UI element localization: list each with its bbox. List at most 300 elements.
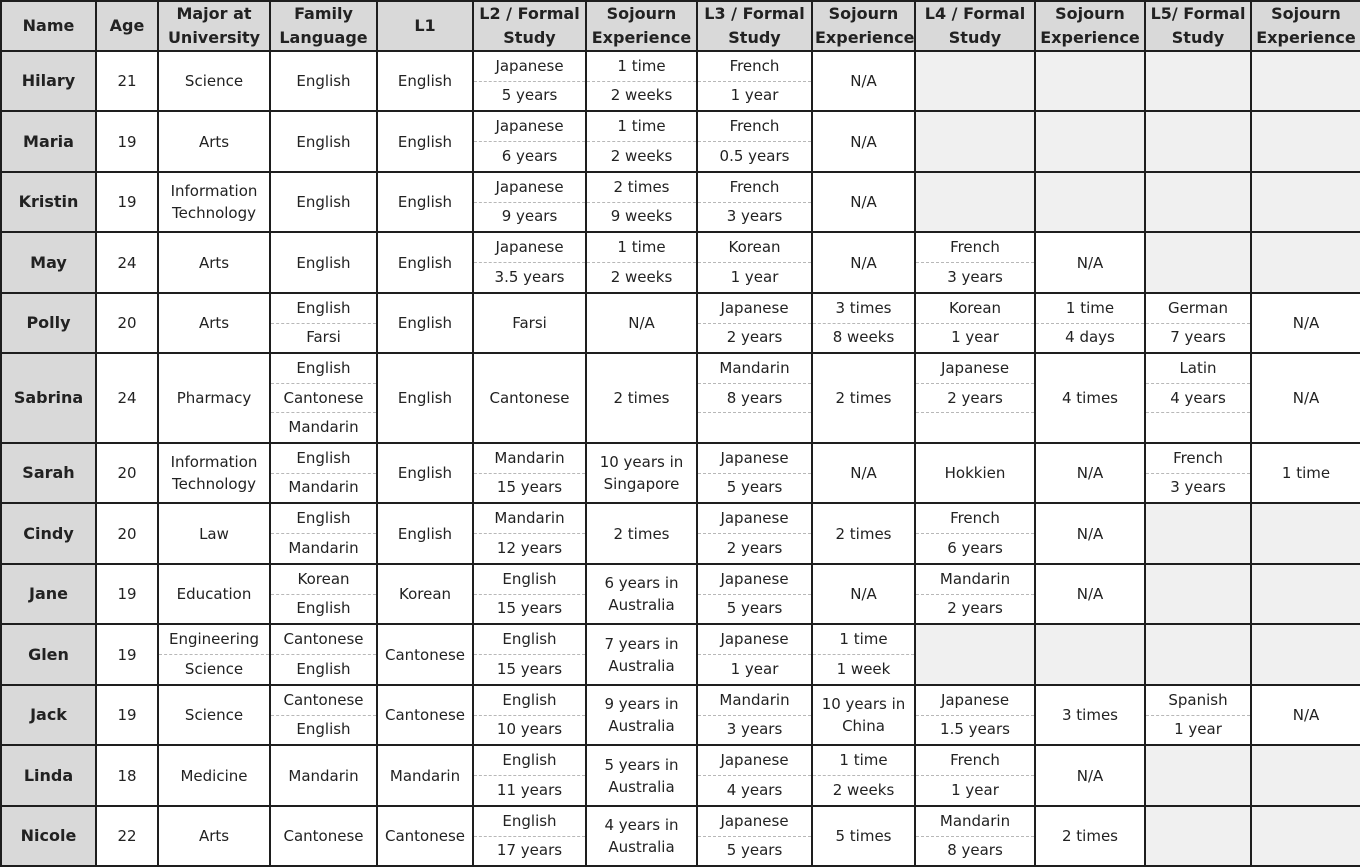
cell-l4-sojourn [1035, 624, 1145, 685]
table-row [1, 624, 1360, 685]
cell-family-language [270, 806, 377, 866]
cell-text: 2 times [613, 389, 670, 407]
cell-l2-sojourn [586, 293, 697, 353]
cell-text: 10 years in China [821, 695, 906, 735]
cell-l3-formal-study [697, 293, 812, 353]
cell-text: Pharmacy [176, 389, 252, 407]
cell-age [96, 232, 158, 293]
header-l3-sojourn: Sojourn Experience [812, 1, 915, 51]
header-age: Age [96, 1, 158, 51]
cell-text: N/A [850, 72, 877, 90]
cell-l5-sojourn [1251, 745, 1360, 806]
cell-l4-formal-study [915, 745, 1035, 806]
cell-l2-formal-study [473, 172, 586, 232]
cell-l3-formal-study [697, 51, 812, 111]
table-row [1, 172, 1360, 232]
cell-l5-sojourn [1251, 624, 1360, 685]
cell-line: 5 years [698, 594, 811, 624]
cell-l1 [377, 172, 473, 232]
header-l3-formal-study: L3 / Formal Study [697, 1, 812, 51]
cell-text: English [397, 193, 453, 211]
cell-major [158, 503, 270, 564]
cell-line: 1 year [698, 654, 811, 684]
cell-text: 18 [117, 766, 137, 785]
cell-l4-formal-study [915, 564, 1035, 624]
cell-line: Cantonese [283, 690, 364, 709]
cell-line: Japanese [495, 117, 564, 135]
cell-l4-sojourn [1035, 806, 1145, 866]
cell-l3-formal-study [697, 111, 812, 172]
header-l5-sojourn: Sojourn Experience [1251, 1, 1360, 51]
cell-text: Cantonese [283, 827, 364, 845]
cell-l3-sojourn [812, 443, 915, 503]
cell-l5-formal-study [1145, 685, 1251, 745]
cell-text: Education [176, 585, 252, 603]
cell-l4-sojourn [1035, 564, 1145, 624]
cell-name [1, 503, 96, 564]
cell-text: N/A [1076, 585, 1104, 603]
cell-major [158, 232, 270, 293]
cell-line: 3.5 years [474, 262, 585, 292]
cell-line: 3 years [698, 202, 811, 232]
table-row [1, 111, 1360, 172]
cell-major [158, 111, 270, 172]
cell-age [96, 806, 158, 866]
cell-line: 15 years [474, 594, 585, 624]
cell-line: Cantonese [271, 383, 376, 413]
cell-line: English [502, 630, 557, 648]
cell-text: 5 times [835, 827, 892, 845]
cell-text: English [397, 389, 453, 407]
cell-major [158, 685, 270, 745]
header-l1: L1 [377, 1, 473, 51]
cell-family-language [270, 232, 377, 293]
cell-line: Japanese [495, 238, 564, 256]
cell-l2-sojourn [586, 111, 697, 172]
cell-text: English [397, 132, 453, 151]
cell-line: Cantonese [283, 630, 364, 648]
cell-line: Japanese [720, 569, 789, 588]
cell-l3-sojourn [812, 293, 915, 353]
cell-text: 19 [117, 706, 137, 724]
cell-age [96, 443, 158, 503]
cell-family-language [270, 353, 377, 443]
cell-text: 2 times [613, 524, 670, 543]
cell-line: French [1173, 448, 1223, 467]
cell-text: 19 [117, 645, 137, 664]
cell-line: 1.5 years [916, 715, 1034, 745]
cell-l5-formal-study [1145, 624, 1251, 685]
header-l4-sojourn: Sojourn Experience [1035, 1, 1145, 51]
cell-age [96, 353, 158, 443]
cell-l1 [377, 806, 473, 866]
table-row [1, 51, 1360, 111]
cell-l3-formal-study [697, 353, 812, 443]
cell-line: French [950, 238, 1000, 256]
header-name: Name [1, 1, 96, 51]
cell-line: English [271, 594, 376, 624]
cell-line: 4 years [698, 775, 811, 805]
cell-line: Mandarin [271, 533, 376, 563]
cell-l3-formal-study [697, 745, 812, 806]
cell-line: 5 years [698, 473, 811, 503]
cell-line: 17 years [474, 836, 585, 866]
cell-line: Japanese [940, 690, 1010, 709]
table-row [1, 353, 1360, 443]
cell-text: 2 times [835, 389, 892, 407]
cell-l4-formal-study [915, 51, 1035, 111]
cell-line: 15 years [474, 473, 585, 503]
cell-line: Mandarin [271, 412, 376, 442]
cell-line: 1 time [839, 751, 888, 769]
cell-family-language [270, 111, 377, 172]
cell-text: 9 years in Australia [604, 695, 679, 735]
cell-text: 24 [117, 389, 137, 407]
cell-line: Japanese [495, 177, 564, 196]
cell-line: 12 years [474, 533, 585, 563]
cell-l1 [377, 232, 473, 293]
cell-text: 6 years in Australia [604, 574, 679, 614]
cell-text: Arts [198, 253, 230, 272]
cell-text: Medicine [180, 766, 248, 785]
cell-name [1, 293, 96, 353]
cell-l2-formal-study [473, 353, 586, 443]
cell-l4-sojourn [1035, 503, 1145, 564]
cell-line: Japanese [720, 298, 789, 317]
cell-line: 9 weeks [587, 202, 696, 232]
cell-text: Glen [28, 644, 69, 664]
cell-family-language [270, 293, 377, 353]
cell-age [96, 685, 158, 745]
cell-l2-formal-study [473, 503, 586, 564]
cell-l4-sojourn [1035, 353, 1145, 443]
cell-line: 8 years [916, 836, 1034, 866]
cell-family-language [270, 685, 377, 745]
cell-l2-formal-study [473, 51, 586, 111]
cell-l5-formal-study [1145, 293, 1251, 353]
cell-l2-formal-study [473, 111, 586, 172]
cell-l4-sojourn [1035, 293, 1145, 353]
cell-l3-sojourn [812, 806, 915, 866]
cell-l2-sojourn [586, 353, 697, 443]
cell-text: 7 years in Australia [604, 634, 679, 675]
cell-line: 3 years [698, 715, 811, 745]
cell-name [1, 624, 96, 685]
cell-text: 22 [117, 827, 137, 845]
cell-text: Hilary [21, 71, 76, 90]
cell-l3-sojourn [812, 111, 915, 172]
cell-l5-formal-study [1145, 232, 1251, 293]
cell-l2-formal-study [473, 806, 586, 866]
cell-name [1, 745, 96, 806]
cell-line: English [502, 569, 557, 588]
cell-text: N/A [850, 193, 877, 211]
cell-line: 2 times [613, 177, 670, 196]
cell-l3-formal-study [697, 564, 812, 624]
cell-name [1, 443, 96, 503]
cell-line: English [296, 298, 351, 317]
cell-text: 2 times [835, 524, 892, 543]
cell-text: N/A [1076, 464, 1104, 482]
cell-l2-sojourn [586, 624, 697, 685]
cell-text: N/A [1076, 253, 1104, 272]
cell-l3-sojourn [812, 51, 915, 111]
cell-l1 [377, 111, 473, 172]
cell-line: 2 weeks [587, 81, 696, 111]
cell-text: English [296, 72, 351, 90]
cell-line [916, 412, 1034, 442]
cell-line: 3 times [835, 298, 892, 317]
cell-age [96, 293, 158, 353]
cell-line: Spanish [1168, 690, 1228, 709]
cell-text: 19 [117, 585, 137, 603]
cell-text: English [397, 524, 453, 543]
cell-text: Arts [198, 314, 230, 332]
cell-line: Mandarin [494, 448, 565, 467]
cell-l1 [377, 353, 473, 443]
cell-line: French [729, 177, 780, 196]
cell-text: Cantonese [384, 706, 465, 724]
cell-text: 24 [117, 253, 137, 272]
cell-line: 1 year [916, 775, 1034, 805]
cell-line: English [296, 448, 351, 467]
cell-l2-sojourn [586, 503, 697, 564]
cell-l2-sojourn [586, 806, 697, 866]
cell-line: 6 years [916, 533, 1034, 563]
cell-l3-sojourn [812, 503, 915, 564]
cell-l3-sojourn [812, 685, 915, 745]
cell-name [1, 111, 96, 172]
cell-line: 6 years [474, 141, 585, 171]
cell-line [1146, 412, 1250, 442]
cell-line: Japanese [720, 751, 789, 769]
cell-line: Korean [728, 238, 781, 256]
cell-l3-formal-study [697, 232, 812, 293]
cell-text: Cindy [23, 523, 74, 543]
cell-text: Farsi [512, 314, 547, 332]
cell-line: Mandarin [939, 811, 1011, 830]
cell-line: German [1167, 298, 1229, 317]
cell-line: 4 years [1146, 383, 1250, 413]
cell-text: English [397, 314, 453, 332]
cell-line: Japanese [720, 448, 789, 467]
cell-text: N/A [850, 464, 877, 482]
cell-line: Mandarin [271, 473, 376, 503]
cell-text: Jane [29, 584, 68, 603]
header-l4-formal-study: L4 / Formal Study [915, 1, 1035, 51]
cell-l3-sojourn [812, 745, 915, 806]
cell-l2-sojourn [586, 443, 697, 503]
cell-l5-sojourn [1251, 503, 1360, 564]
cell-l5-formal-study [1145, 172, 1251, 232]
cell-age [96, 564, 158, 624]
cell-line: 5 years [474, 81, 585, 111]
cell-text: N/A [850, 253, 877, 272]
cell-age [96, 172, 158, 232]
cell-age [96, 51, 158, 111]
cell-l3-formal-study [697, 806, 812, 866]
cell-l4-formal-study [915, 443, 1035, 503]
cell-l5-formal-study [1145, 564, 1251, 624]
cell-l5-sojourn [1251, 51, 1360, 111]
cell-l4-formal-study [915, 806, 1035, 866]
cell-line: 15 years [474, 654, 585, 684]
cell-text: English [397, 72, 453, 90]
cell-text: Arts [198, 132, 230, 151]
cell-l4-sojourn [1035, 111, 1145, 172]
cell-major [158, 172, 270, 232]
cell-text: Linda [23, 765, 74, 785]
cell-name [1, 564, 96, 624]
cell-l5-sojourn [1251, 293, 1360, 353]
cell-l5-formal-study [1145, 51, 1251, 111]
cell-major [158, 745, 270, 806]
cell-text: Nicole [20, 826, 77, 845]
cell-l4-sojourn [1035, 51, 1145, 111]
cell-l2-sojourn [586, 564, 697, 624]
cell-text: English [296, 193, 351, 211]
cell-text: Information Technology [170, 453, 258, 493]
cell-l2-formal-study [473, 443, 586, 503]
cell-family-language [270, 503, 377, 564]
cell-text: 19 [117, 193, 137, 211]
cell-text: N/A [850, 132, 877, 151]
cell-name [1, 353, 96, 443]
cell-l2-formal-study [473, 745, 586, 806]
cell-name [1, 685, 96, 745]
cell-text: Science [184, 72, 244, 90]
cell-line: 7 years [1146, 323, 1250, 353]
cell-l1 [377, 745, 473, 806]
cell-line: English [502, 811, 557, 830]
table-row [1, 293, 1360, 353]
cell-l4-formal-study [915, 111, 1035, 172]
cell-family-language [270, 443, 377, 503]
cell-line: Japanese [720, 509, 789, 527]
cell-line: 1 time [617, 238, 666, 256]
cell-age [96, 503, 158, 564]
cell-text: 10 years in Singapore [599, 453, 684, 493]
header-row [1, 1, 1360, 51]
cell-l4-formal-study [915, 353, 1035, 443]
cell-line: 4 days [1036, 323, 1144, 353]
cell-l5-formal-study [1145, 111, 1251, 172]
cell-line: 1 year [698, 81, 811, 111]
cell-text: Arts [198, 827, 230, 845]
cell-line: 1 time [617, 56, 666, 75]
cell-name [1, 172, 96, 232]
cell-line: English [271, 715, 376, 745]
cell-line: Mandarin [719, 690, 790, 709]
cell-line: Farsi [271, 323, 376, 353]
cell-l2-formal-study [473, 685, 586, 745]
table-row [1, 685, 1360, 745]
header-l2-sojourn: Sojourn Experience [586, 1, 697, 51]
cell-text: Polly [26, 313, 71, 332]
cell-family-language [270, 172, 377, 232]
header-l2-formal-study: L2 / Formal Study [473, 1, 586, 51]
cell-l5-formal-study [1145, 745, 1251, 806]
cell-line: 10 years [474, 715, 585, 745]
cell-family-language [270, 745, 377, 806]
cell-text: N/A [1292, 706, 1320, 724]
cell-l1 [377, 443, 473, 503]
cell-l3-sojourn [812, 172, 915, 232]
cell-l5-formal-study [1145, 806, 1251, 866]
cell-age [96, 624, 158, 685]
cell-l4-formal-study [915, 172, 1035, 232]
cell-l5-sojourn [1251, 111, 1360, 172]
cell-l3-sojourn [812, 353, 915, 443]
cell-line: 1 year [916, 323, 1034, 353]
cell-text: Cantonese [384, 645, 465, 664]
cell-text: 4 years in Australia [604, 816, 679, 856]
cell-line: English [502, 690, 557, 709]
cell-name [1, 806, 96, 866]
cell-text: N/A [1292, 389, 1320, 407]
cell-text: 2 times [1061, 827, 1118, 845]
cell-line: Latin [1179, 358, 1217, 377]
cell-line: 2 years [698, 323, 811, 353]
cell-l1 [377, 503, 473, 564]
cell-text: Hokkien [944, 464, 1006, 482]
cell-line: Korean [297, 569, 350, 588]
cell-line: 9 years [474, 202, 585, 232]
cell-line: 2 weeks [587, 141, 696, 171]
cell-l5-formal-study [1145, 353, 1251, 443]
cell-l2-formal-study [473, 624, 586, 685]
cell-l4-sojourn [1035, 745, 1145, 806]
cell-line: Japanese [720, 630, 789, 648]
cell-family-language [270, 564, 377, 624]
cell-line: English [502, 751, 557, 769]
cell-text: 1 time [1281, 464, 1331, 482]
cell-line: Japanese [495, 56, 564, 75]
cell-l5-sojourn [1251, 353, 1360, 443]
cell-text: Jack [30, 705, 67, 724]
cell-l2-sojourn [586, 172, 697, 232]
table-row [1, 564, 1360, 624]
cell-line: 2 years [916, 594, 1034, 624]
cell-line: 2 weeks [813, 775, 914, 805]
cell-l3-formal-study [697, 624, 812, 685]
cell-l5-formal-study [1145, 503, 1251, 564]
cell-age [96, 745, 158, 806]
cell-l2-formal-study [473, 564, 586, 624]
cell-l5-sojourn [1251, 232, 1360, 293]
cell-line: 1 time [1065, 298, 1115, 317]
cell-line: 8 weeks [813, 323, 914, 353]
cell-text: N/A [1076, 766, 1104, 785]
cell-l1 [377, 624, 473, 685]
cell-line: Mandarin [719, 358, 790, 377]
cell-text: Sarah [22, 463, 75, 482]
cell-l2-sojourn [586, 745, 697, 806]
cell-l3-sojourn [812, 232, 915, 293]
cell-line: 2 years [698, 533, 811, 563]
cell-l4-sojourn [1035, 232, 1145, 293]
cell-line: 1 year [698, 262, 811, 292]
table-row [1, 745, 1360, 806]
cell-l2-sojourn [586, 685, 697, 745]
cell-line: Science [159, 654, 269, 684]
cell-text: Sabrina [13, 388, 84, 407]
cell-l4-formal-study [915, 293, 1035, 353]
cell-text: 4 times [1061, 389, 1118, 407]
cell-family-language [270, 51, 377, 111]
cell-major [158, 51, 270, 111]
cell-line: 2 weeks [587, 262, 696, 292]
